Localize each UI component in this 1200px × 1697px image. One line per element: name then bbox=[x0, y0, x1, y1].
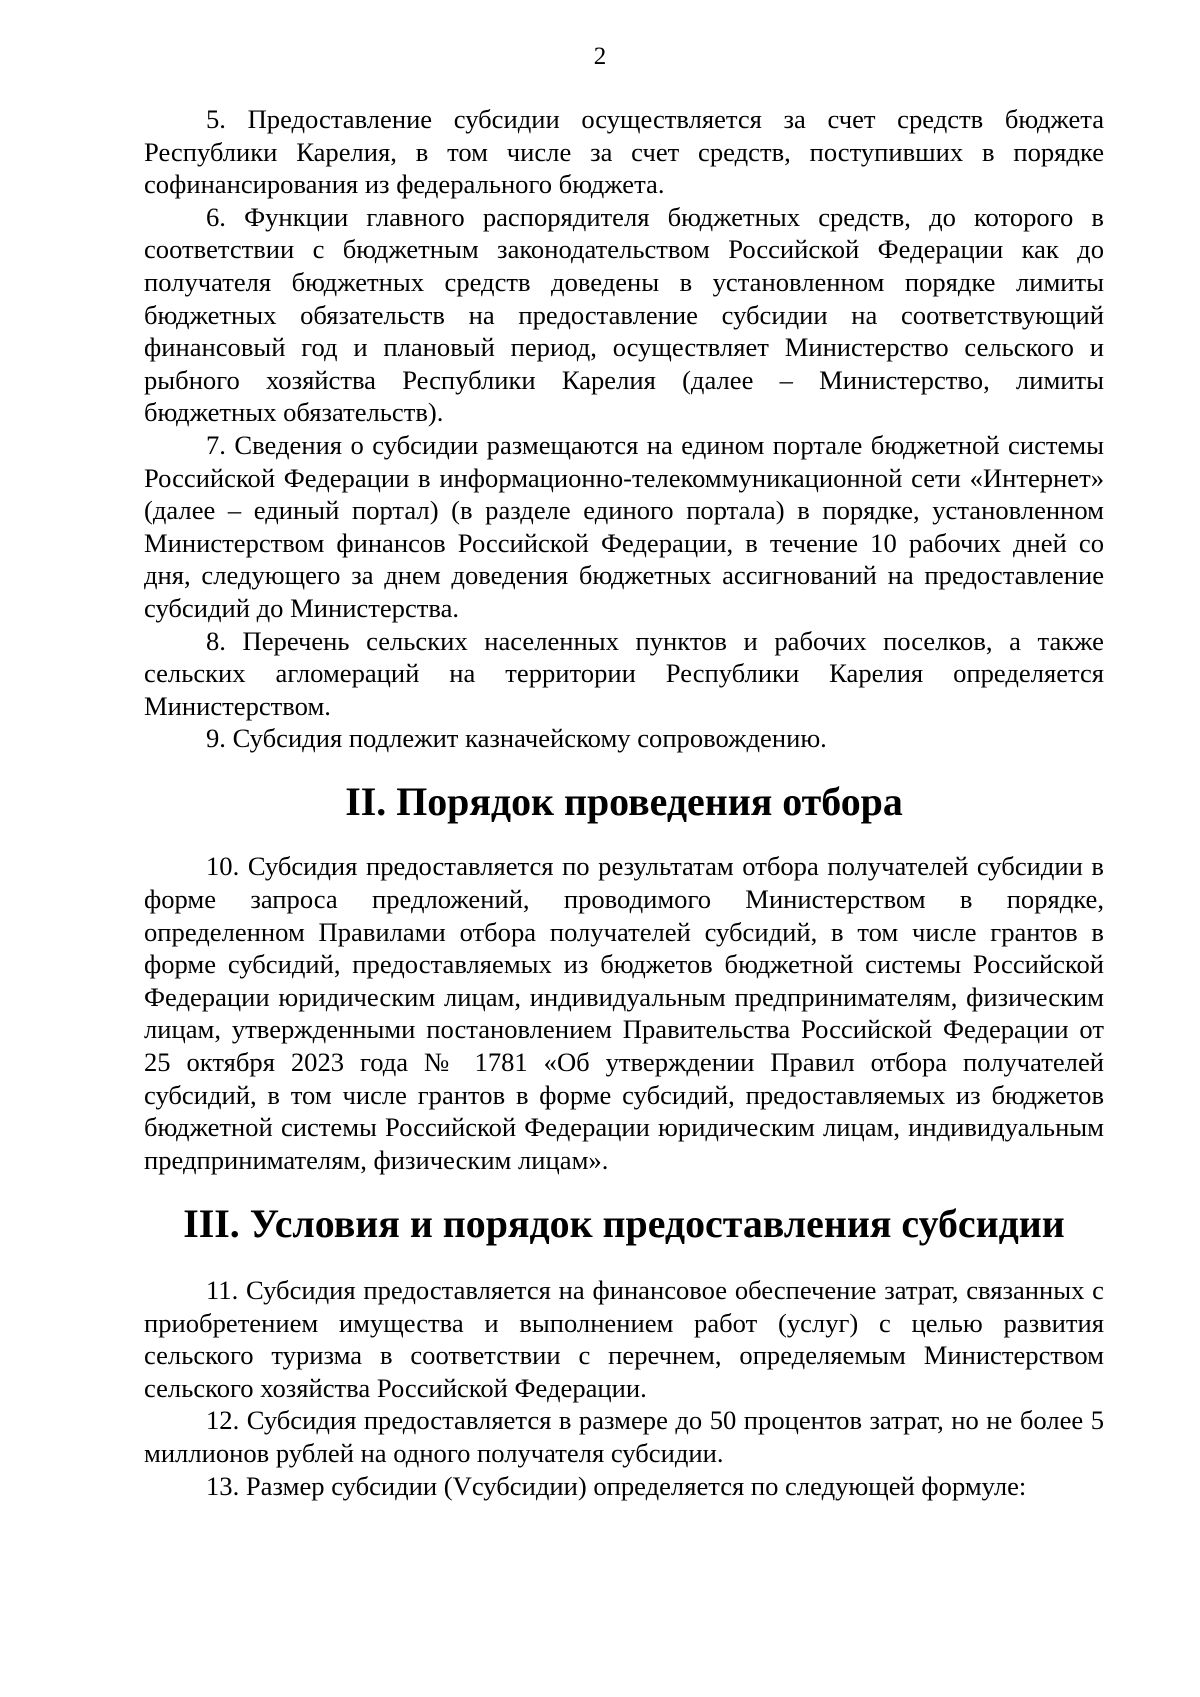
paragraph-12: 12. Субсидия предоставляется в размере до 50 процентов затрат, но не более 5 миллионов рублей на одного получателя субсидии. bbox=[144, 1405, 1104, 1468]
paragraph-9: 9. Субсидия подлежит казначейскому сопровождению. bbox=[206, 723, 827, 754]
paragraph-11: 11. Субсидия предоставляется на финансовое обеспечение затрат, связанных с приобретением имущества и выполнением работ (услуг) с целью развития сельского туризма в соответствии с перечнем, определяемым Министерством сельского хозяйства Российской Федерации. bbox=[144, 1275, 1104, 1403]
paragraph-6: 6. Функции главного распорядителя бюджетных средств, до которого в соответствии с бюджетным законодательством Российской Федерации как до получателя бюджетных средств доведены в установленном порядке лимиты бюджетных обязательств на предоставление субсидии на соответствующий финансовый год и плановый период, осуществляет Министерство сельского и рыбного хозяйства Республики Карелия (далее – Министерство, лимиты бюджетных обязательств). bbox=[144, 201, 1104, 428]
paragraph-10: 10. Субсидия предоставляется по результатам отбора получателей субсидии в форме запроса предложений, проводимого Министерством в порядке, определенном Правилами отбора получателей субсидий, в том числе грантов в форме субсидий, предоставляемых из бюджетов бюджетной системы Российской Федерации юридическим лицам, индивидуальным предпринимателям, физическим лицам, утвержденными постановлением Правительства Российской Федерации от 25 октября 2023 года № 1781 «Об утверждении Правил отбора получателей субсидий, в том числе грантов в форме субсидий, предоставляемых из бюджетов бюджетной системы Российской Федерации юридическим лицам, индивидуальным предпринимателям, физическим лицам». bbox=[144, 851, 1104, 1175]
document-body bbox=[144, 103, 1104, 1502]
paragraph-8: 8. Перечень сельских населенных пунктов и рабочих поселков, а также сельских агломераций на территории Республики Карелия определяется Министерством. bbox=[144, 625, 1104, 721]
paragraph-13: 13. Размер субсидии (Vсубсидии) определяется по следующей формуле: bbox=[206, 1470, 1027, 1501]
paragraph-5: 5. Предоставление субсидии осуществляется за счет средств бюджета Республики Карелия, в том числе за счет средств, поступивших в порядке софинансирования из федерального бюджета. bbox=[144, 104, 1104, 200]
page-number: 2 bbox=[593, 43, 607, 70]
section-2-heading: II. Порядок проведения отбора bbox=[345, 778, 903, 824]
section-3-heading: III. Условия и порядок предоставления субсидии bbox=[183, 1201, 1065, 1247]
paragraph-7: 7. Сведения о субсидии размещаются на едином портале бюджетной системы Российской Федерации в информационно-телекоммуникационной сети «Интернет» (далее – единый портал) (в разделе единого портала) в порядке, установленном Министерством финансов Российской Федерации, в течение 10 рабочих дней со дня, следующего за днем доведения бюджетных ассигнований на предоставление субсидий до Министерства. bbox=[144, 429, 1104, 623]
